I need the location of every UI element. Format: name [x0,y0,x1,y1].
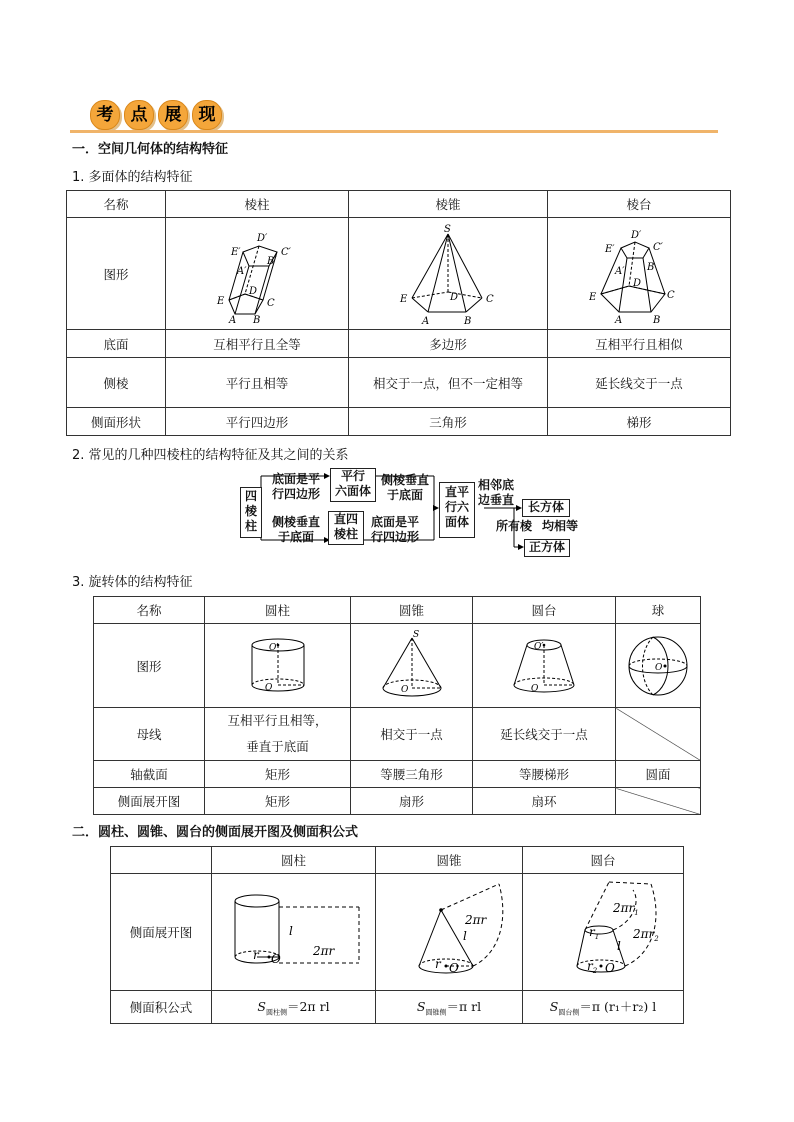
header-cell: 圆台 [523,847,684,874]
cond-lateral-perp: 侧棱垂直 于底面 [380,473,429,502]
cond-all-edges: 所有棱 [495,519,532,533]
table-cell: 延长线交于一点 [473,708,616,761]
box-prism: 四 棱 柱 [240,487,262,538]
figure-label: O [400,684,408,695]
figure-label: 2πr [465,913,487,927]
cone-unfold-cell [376,874,523,991]
formula-rhs: ＝2π rl [286,998,330,1014]
pyramid-figure [398,222,498,326]
cylinder-figure [243,631,313,701]
table-cell: 三角形 [349,408,548,436]
table-cell: 互相平行且相似 [548,330,731,358]
banner-char: 展 [158,100,188,130]
empty-cell [616,708,701,761]
box-cuboid: 长方体 [522,499,570,517]
figure-label: $2\pi r_2$ [633,927,659,943]
box-right-parallelepiped: 直平 行六 面体 [439,482,475,538]
prism-label: B′ [267,255,277,267]
section2-title: 二．圆柱、圆锥、圆台的侧面展开图及侧面积公式 [72,825,359,840]
sphere-figure [625,633,691,699]
frustum-figure [589,224,689,324]
table-cell: 多边形 [349,330,548,358]
sub1-title: 1. 多面体的结构特征 [72,170,193,185]
figure-label: r [252,948,259,962]
formula-s: S [416,998,426,1014]
header-cell: 圆锥 [376,847,523,874]
table-cell: 平行四边形 [166,408,349,436]
table-cell: 圆面 [616,761,701,788]
frustum-label: A′ [615,265,625,277]
empty-cell [616,788,701,815]
header-cell: 名称 [67,191,166,218]
header-cell: 圆台 [473,597,616,624]
prism-figure [207,224,307,324]
figure-label: 2πr [312,944,334,958]
frustum-figure-cell [548,218,731,330]
frustum-rev-figure-cell [473,624,616,708]
header-cell [111,847,212,874]
row-label: 图形 [67,218,166,330]
cone-unfold-figure [389,880,509,984]
figure-label: S [412,629,419,640]
banner-char: 现 [192,100,222,130]
frustum-label: E′ [605,243,615,255]
figure-label: r [435,957,441,971]
formula-cell [523,991,684,1024]
table-cell: 相交于一点，但不一定相等 [349,358,548,408]
figure-label: O′ [534,641,544,652]
table-cell: 矩形 [205,788,351,815]
row-label: 图形 [94,624,205,708]
pyramid-label: C [486,293,494,305]
table-cell: 平行且相等 [166,358,349,408]
header-cell: 圆柱 [205,597,351,624]
banner-rule [70,130,718,133]
figure-label: $2\pi r_1$ [613,901,639,917]
sphere-figure-cell [616,624,701,708]
row-label: 母线 [94,708,205,761]
frustum-rev-figure [504,631,584,701]
table-cell: 扇环 [473,788,616,815]
table-cell: 梯形 [548,408,731,436]
table-cell: 延长线交于一点 [548,358,731,408]
pyramid-figure-cell [349,218,548,330]
figure-label: O [605,961,615,975]
pyramid-label: S [444,223,451,235]
prism-label: E [217,295,225,307]
figure-label: O [449,961,459,975]
cond-base-parallel-2: 底面是平 行四边形 [370,515,419,544]
table-cell: 矩形 [205,761,351,788]
header-cell: 棱锥 [349,191,548,218]
table-cell: 等腰三角形 [351,761,473,788]
formula-sub: 圆锥侧 [425,1008,447,1017]
prism-label: B [253,314,261,324]
cond-equal: 均相等 [541,519,578,533]
box-right-prism: 直四 棱柱 [328,511,364,545]
pyramid-label: A [422,315,430,326]
header-cell: 名称 [94,597,205,624]
header-cell: 棱台 [548,191,731,218]
header-cell: 球 [616,597,701,624]
prism-label: E′ [231,246,241,258]
cond-adjacent: 相邻底 边垂直 [477,478,514,507]
table-cell: 互相平行且全等 [166,330,349,358]
cylinder-figure-cell [205,624,351,708]
header-cell: 棱柱 [166,191,349,218]
figure-label: O [531,683,539,694]
row-label: 侧棱 [67,358,166,408]
table-cell: 扇形 [351,788,473,815]
pyramid-label: D [450,291,459,303]
figure-label: $r_1$ [589,925,600,941]
frustum-label: C′ [653,241,663,253]
header-cell: 圆锥 [351,597,473,624]
cone-figure-cell [351,624,473,708]
table-cell: 相交于一点 [351,708,473,761]
prism-label: D′ [257,232,268,244]
cylinder-unfold-cell [212,874,376,991]
box-cube: 正方体 [524,539,570,557]
prism-figure-cell [166,218,349,330]
prism-label: A′ [237,265,247,277]
frustum-label: E [589,291,597,303]
prism-label: C [267,297,275,309]
row-label: 轴截面 [94,761,205,788]
figure-label: O [264,682,272,693]
figure-label: l [617,939,621,953]
box-lateral-perp-cond: 侧棱垂直 于底面 [271,515,320,544]
box-parallelepiped: 平行 六面体 [330,468,376,502]
figure-label: $r_2$ [587,959,598,975]
figure-label: O′ [268,642,278,653]
prism-label: D [249,285,258,297]
formula-rhs: ＝π rl [446,998,482,1014]
table-cell: 互相平行且相等， 垂直于底面 [205,708,351,761]
sub2-title: 2. 常见的几种四棱柱的结构特征及其之间的关系 [72,448,349,463]
cone-figure [377,628,447,704]
banner-char: 考 [90,100,120,130]
row-label: 侧面展开图 [111,874,212,991]
cond-base-parallel: 底面是平 行四边形 [271,472,320,501]
banner-char: 点 [124,100,154,130]
pyramid-label: E [400,293,408,305]
prism-label: A [229,314,237,324]
polyhedra-table [66,190,731,436]
frustum-label: A [615,314,623,324]
formula-cell [376,991,523,1024]
figure-label: O [270,952,281,966]
frustum-label: D′ [631,229,642,241]
table-cell: 等腰梯形 [473,761,616,788]
lateral-area-table [110,846,684,1024]
formula-rhs: ＝π (r₁＋r₂) l [579,998,657,1014]
frustum-label: C [667,289,675,301]
sub3-title: 3. 旋转体的结构特征 [72,575,193,590]
formula-cell [212,991,376,1024]
revolution-table [93,596,701,815]
cylinder-unfold-figure [219,887,369,977]
row-label: 侧面展开图 [94,788,205,815]
formula-sub: 圆台侧 [558,1008,580,1017]
frustum-label: B [653,314,661,324]
frustum-unfold-cell [523,874,684,991]
pyramid-label: B [464,315,472,326]
formula-sub: 圆柱侧 [265,1008,287,1017]
header-cell: 圆柱 [212,847,376,874]
frustum-label: D [633,277,642,289]
formula-s: S [549,998,559,1014]
figure-label: O [655,662,663,673]
row-label: 底面 [67,330,166,358]
row-label: 侧面积公式 [111,991,212,1024]
section1-title: 一．空间几何体的结构特征 [72,142,229,157]
frustum-label: B [647,261,655,273]
figure-label: l [288,924,293,938]
figure-label: l [463,929,467,943]
frustum-unfold-figure [543,880,663,984]
prism-label: C′ [281,246,291,258]
formula-s: S [257,998,266,1014]
row-label: 侧面形状 [67,408,166,436]
